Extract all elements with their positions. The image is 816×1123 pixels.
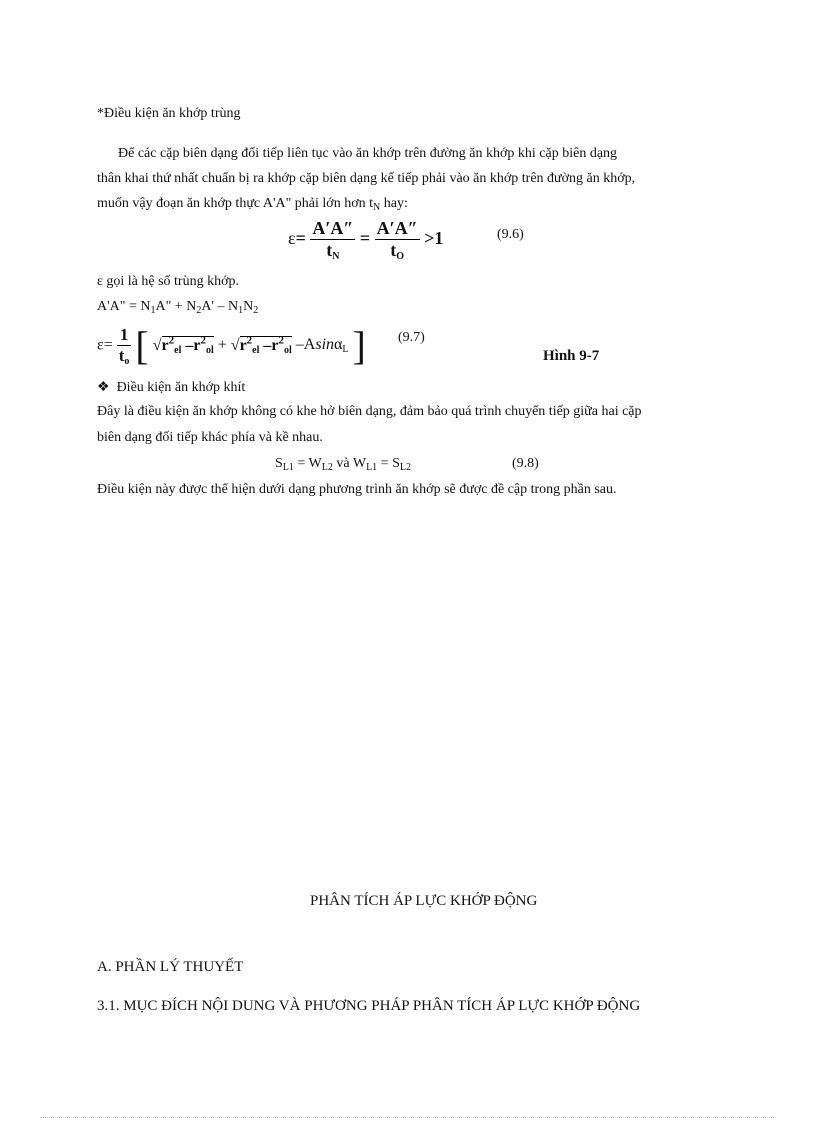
bullet-diamond-icon: ❖: [97, 380, 110, 395]
paragraph-line: muốn vậy đoạn ăn khớp thực A'A" phải lớn hơn $t_N$ hay:: [97, 196, 408, 213]
equation-9-6: ε= $\frac{A'A''}{t_N}$ = $\frac{A'A''}{t_O}$ >1: [288, 218, 444, 262]
heading-tight-condition: ❖ Điều kiện ăn khớp khít: [97, 380, 246, 395]
paragraph-line: thân khai thứ nhất chuẩn bị ra khớp cặp biên dạng kế tiếp phải vào ăn khớp trên đường ăn khớp,: [97, 171, 636, 186]
section-title: PHÂN TÍCH ÁP LỰC KHỚP ĐỘNG: [310, 893, 538, 909]
equation-label-9-7: (9.7): [398, 330, 425, 345]
page-bottom-divider: [40, 1117, 776, 1118]
equation-9-8: $S_{L1} = W_{L2}$ và $W_{L1} = S_{L2}$: [275, 456, 411, 473]
subsection-heading: 3.1. MỤC ĐÍCH NỘI DUNG VÀ PHƯƠNG PHÁP PHÂN TÍCH ÁP LỰC KHỚP ĐỘNG: [97, 998, 641, 1014]
paragraph-line: Đây là điều kiện ăn khớp không có khe hở biên dạng, đảm bảo quá trình chuyển tiếp giữa hai cặp: [97, 404, 642, 419]
part-heading: A. PHẦN LÝ THUYẾT: [97, 959, 244, 975]
figure-label: Hình 9-7: [543, 348, 600, 364]
paragraph-line: Để các cặp biên dạng đối tiếp liên tục vào ăn khớp trên đường ăn khớp khi cặp biên dạng: [118, 146, 618, 161]
equation-label-9-8: (9.8): [512, 456, 539, 471]
equation-9-7: ε= $\frac{1}{t_o}$ [ $√r^2_{el}$ $-r^2_{ol} + √r^2_{el}$ $-r^2_{ol}$ –Asinα$_L$ ]: [97, 323, 366, 368]
paragraph-line: Điều kiện này được thể hiện dưới dạng phương trình ăn khớp sẽ được đề cập trong phần sau.: [97, 482, 617, 497]
aa-relation: A'A" = $N_1A$" + $N_2A' - N_1N_2$: [97, 299, 259, 316]
paragraph-line: biên dạng đối tiếp khác phía và kề nhau.: [97, 430, 323, 445]
heading-overlap-condition: *Điều kiện ăn khớp trùng: [97, 106, 241, 121]
epsilon-definition: ε gọi là hệ số trùng khớp.: [97, 274, 239, 289]
equation-label-9-6: (9.6): [497, 227, 524, 242]
